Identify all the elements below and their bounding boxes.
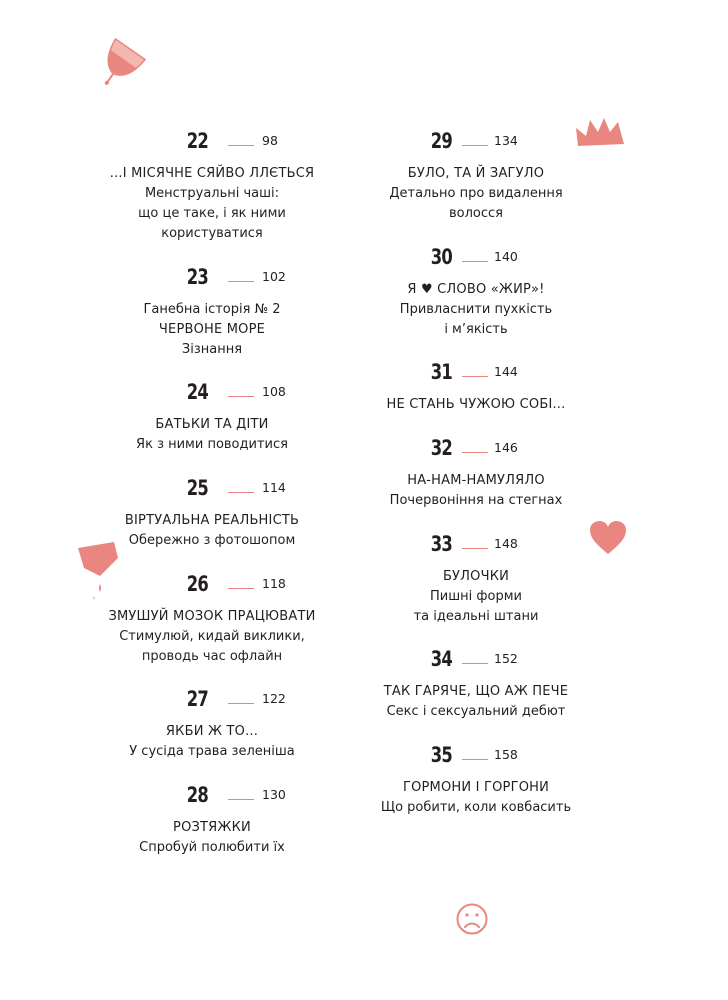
chapter-title: ГОРМОНИ І ГОРГОНИ: [402, 780, 550, 795]
page-number: 118: [262, 576, 286, 591]
page-number: 158: [494, 747, 518, 762]
chapter-title: БАТЬКИ ТА ДІТИ: [155, 417, 269, 432]
chapter-subtitle: Почервоніння на стегнах: [389, 493, 563, 508]
chapter-title: РОЗТЯЖКИ: [173, 820, 251, 835]
leader-dash: [228, 492, 254, 493]
sad-face-icon: [455, 902, 489, 936]
leader-dash: [462, 548, 488, 549]
chapter-title: ТАК ГАРЯЧЕ, ЩО АЖ ПЕЧЕ: [383, 684, 569, 699]
chapter-number: 31: [430, 360, 452, 384]
leader-dash: [228, 588, 254, 589]
chapter-number: 28: [186, 783, 208, 807]
leader-dash: [228, 703, 254, 704]
chapter-number: 25: [186, 476, 208, 500]
toc-entry-24[interactable]: [62, 379, 362, 455]
leader-dash: [462, 261, 488, 262]
toc-entry-31[interactable]: [326, 359, 626, 415]
chapter-subtitle: що це таке, і як ними: [138, 206, 286, 221]
leader-dash: [462, 376, 488, 377]
chapter-subtitle: Що робити, коли ковбасить: [380, 800, 572, 815]
toc-entry-22[interactable]: [62, 128, 362, 244]
chapter-title: Я ♥ СЛОВО «ЖИР»!: [407, 282, 545, 297]
chapter-subtitle: Ганебна історія № 2: [143, 302, 281, 317]
chapter-subtitle: Спробуй полюбити їх: [139, 840, 285, 855]
chapter-subtitle: Привласнити пухкість: [399, 302, 553, 317]
leader-dash: [462, 145, 488, 146]
page-number: 148: [494, 536, 518, 551]
chapter-number: 29: [430, 129, 452, 153]
chapter-subtitle: волосся: [449, 206, 503, 221]
toc-entry-33[interactable]: [326, 531, 626, 627]
toc-entry-28[interactable]: [62, 782, 362, 858]
page-number: 98: [262, 133, 278, 148]
chapter-subtitle: Обережно з фотошопом: [128, 533, 296, 548]
chapter-number: 30: [430, 245, 452, 269]
drip-icon: [74, 540, 122, 600]
toc-entry-27[interactable]: [62, 686, 362, 762]
chapter-title: БУЛО, ТА Й ЗАГУЛО: [407, 166, 545, 181]
page-number: 140: [494, 249, 518, 264]
chapter-number: 24: [186, 380, 208, 404]
chapter-title: НА-НАМ-НАМУЛЯЛО: [407, 473, 545, 488]
chapter-subtitle: Пишні форми: [430, 589, 522, 604]
chapter-title: ...І МІСЯЧНЕ СЯЙВО ЛЛЄТЬСЯ: [109, 166, 315, 181]
toc-entry-30[interactable]: [326, 244, 626, 340]
chapter-number: 33: [430, 532, 452, 556]
page-number: 152: [494, 651, 518, 666]
chapter-number: 32: [430, 436, 452, 460]
leader-dash: [462, 759, 488, 760]
chapter-title: ЯКБИ Ж ТО...: [165, 724, 259, 739]
page-number: 134: [494, 133, 518, 148]
chapter-number: 34: [430, 647, 452, 671]
heart-icon: [588, 520, 628, 556]
leader-dash: [228, 396, 254, 397]
chapter-subtitle: Секс і сексуальний дебют: [386, 704, 566, 719]
toc-entry-32[interactable]: [326, 435, 626, 511]
leader-dash: [462, 663, 488, 664]
chapter-subtitle: У сусіда трава зеленіша: [129, 744, 295, 759]
menstrual-cup-icon: [92, 38, 148, 90]
page-number: 146: [494, 440, 518, 455]
chapter-title: НЕ СТАНЬ ЧУЖОЮ СОБІ...: [386, 397, 566, 412]
page-number: 122: [262, 691, 286, 706]
chapter-title: БУЛОЧКИ: [442, 569, 510, 584]
toc-entry-23[interactable]: [62, 264, 362, 360]
leader-dash: [228, 281, 254, 282]
chapter-subtitle: Стимулюй, кидай виклики,: [119, 629, 305, 644]
chapter-number: 23: [186, 265, 208, 289]
chapter-subtitle: проводь час офлайн: [141, 649, 283, 664]
chapter-title: ЧЕРВОНЕ МОРЕ: [158, 322, 266, 337]
leader-dash: [228, 145, 254, 146]
crown-icon: [574, 116, 626, 150]
chapter-subtitle: та ідеальні штани: [413, 609, 539, 624]
leader-dash: [462, 452, 488, 453]
chapter-title: ВІРТУАЛЬНА РЕАЛЬНІСТЬ: [124, 513, 300, 528]
chapter-number: 22: [186, 129, 208, 153]
chapter-subtitle: Як з ними поводитися: [136, 437, 288, 452]
page-number: 114: [262, 480, 286, 495]
chapter-subtitle: користуватися: [161, 226, 263, 241]
toc-entry-34[interactable]: [326, 646, 626, 722]
leader-dash: [228, 799, 254, 800]
page-number: 144: [494, 364, 518, 379]
page-number: 108: [262, 384, 286, 399]
chapter-number: 35: [430, 743, 452, 767]
chapter-number: 27: [186, 687, 208, 711]
chapter-subtitle: і м’якість: [444, 322, 508, 337]
toc-entry-35[interactable]: [326, 742, 626, 818]
chapter-subtitle: Детально про видалення: [389, 186, 563, 201]
chapter-title: ЗМУШУЙ МОЗОК ПРАЦЮВАТИ: [108, 609, 316, 624]
chapter-number: 26: [186, 572, 208, 596]
chapter-subtitle: Менструальні чаші:: [144, 186, 280, 201]
page-number: 130: [262, 787, 286, 802]
page-number: 102: [262, 269, 286, 284]
chapter-subtitle: Зізнання: [181, 342, 243, 357]
